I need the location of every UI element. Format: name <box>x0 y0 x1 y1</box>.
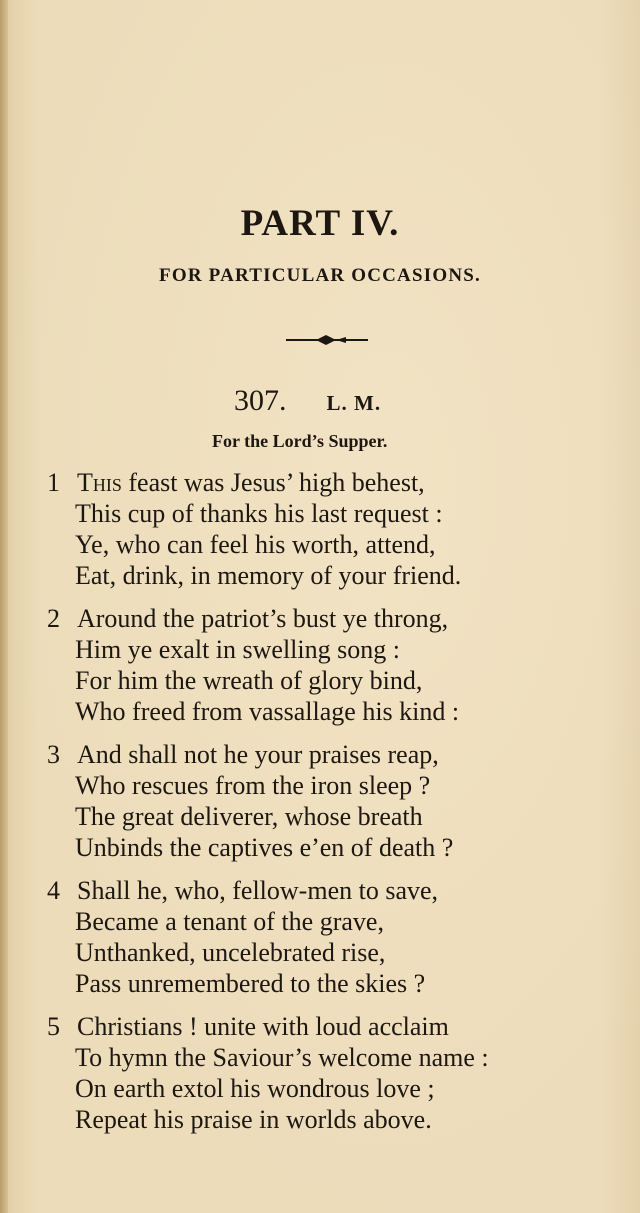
verse-line-text: Shall he, who, fellow-men to save, <box>77 876 439 905</box>
hymn-heading <box>234 384 381 418</box>
verse-line-text: For him the wreath of glory bind, <box>75 666 423 695</box>
stanza-number: 5 <box>47 1012 60 1041</box>
verse-line-text: To hymn the Saviour’s welcome name : <box>75 1043 489 1072</box>
hymn-title: For the Lord’s Supper. <box>212 431 388 451</box>
stanza-number: 2 <box>47 604 60 633</box>
verse-line-text: Who freed from vassallage his kind : <box>75 697 460 726</box>
verse-line-text: Pass unremembered to the skies ? <box>75 969 426 998</box>
verse-line-text: Ye, who can feel his worth, attend, <box>75 530 436 559</box>
verse-line-text: This cup of thanks his last request : <box>75 499 443 528</box>
verse-line-text: Around the patriot’s bust ye throng, <box>77 604 449 633</box>
hymn-meter: L. M. <box>326 391 382 415</box>
verse-line-text: And shall not he your praises reap, <box>77 740 439 769</box>
hymn-number: 307. <box>234 384 287 417</box>
verse-line-text <box>77 467 425 498</box>
verse-first-word: This <box>77 468 122 497</box>
verse-line-text: Eat, drink, in memory of your friend. <box>75 561 462 590</box>
part-title: PART IV. <box>240 203 400 244</box>
verse-line-text: Repeat his praise in worlds above. <box>75 1105 432 1134</box>
stanza-number: 4 <box>47 876 60 905</box>
verse-line-text: Unthanked, uncelebrated rise, <box>75 938 386 967</box>
verse-line-text: Who rescues from the iron sleep ? <box>75 771 431 800</box>
part-subtitle: FOR PARTICULAR OCCASIONS. <box>159 265 481 286</box>
ornament-divider-icon <box>286 332 368 348</box>
page-gutter <box>0 0 8 1213</box>
verse-line-text: The great deliverer, whose breath <box>75 802 423 831</box>
verse-line-text: Unbinds the captives e’en of death ? <box>75 833 454 862</box>
verse-line-text: Him ye exalt in swelling song : <box>75 635 400 664</box>
stanza-number: 1 <box>47 468 60 497</box>
verse-line-text: Christians ! unite with loud acclaim <box>77 1012 449 1041</box>
verse-line-text: Became a tenant of the grave, <box>75 907 384 936</box>
verse-line-rest: feast was Jesus’ high behest, <box>121 468 425 497</box>
stanza-number: 3 <box>47 740 60 769</box>
verse-line-text: On earth extol his wondrous love ; <box>75 1074 435 1103</box>
